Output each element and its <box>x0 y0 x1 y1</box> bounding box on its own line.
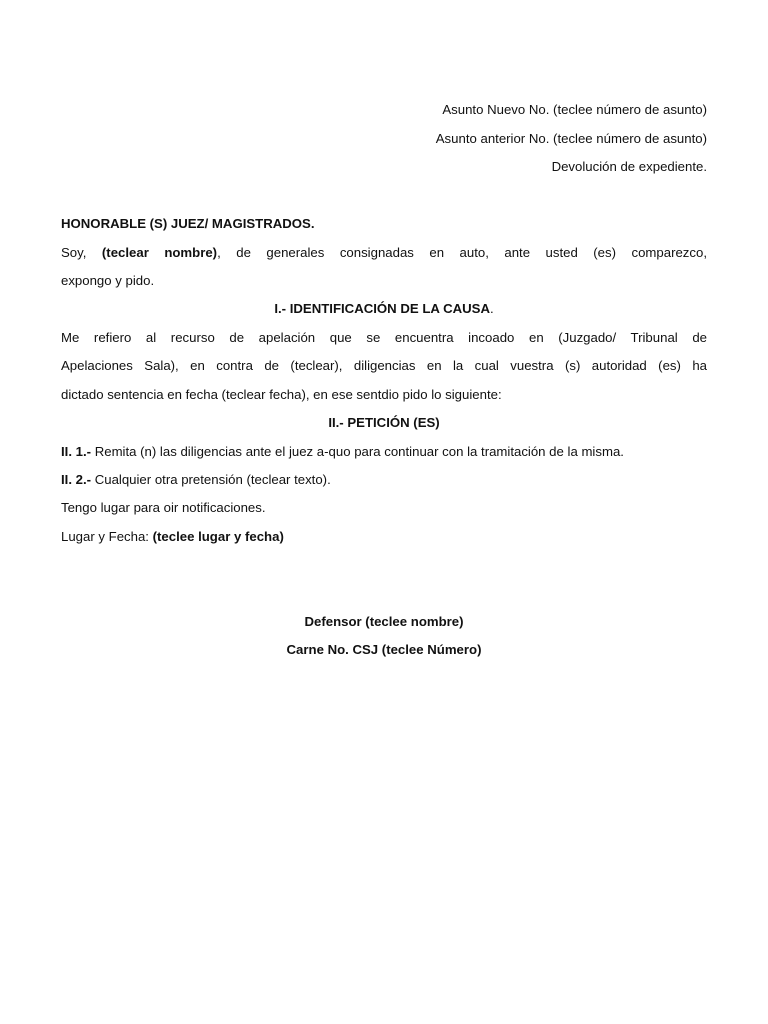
intro-line-2: expongo y pido. <box>61 273 155 288</box>
defensor-name: Defensor (teclee nombre) <box>304 614 464 629</box>
intro-name: (teclear nombre) <box>101 245 218 260</box>
petition1-text: Remita (n) las diligencias ante el juez a-quo para continuar con la tramitación de la misma. <box>91 444 624 459</box>
petition-1 <box>61 444 707 459</box>
section1-dot: . <box>489 301 494 316</box>
para1-line-1: Me refiero al recurso de apelación que se encuentra incoado en (Juzgado/ Tribunal de <box>61 330 707 345</box>
para1-line-2: Apelaciones Sala), en contra de (teclear), diligencias en la cual vuestra (s) autoridad (es) ha <box>61 358 707 373</box>
notification-line: Tengo lugar para oir notificaciones. <box>61 500 266 515</box>
carne-number: Carne No. CSJ (teclee Número) <box>286 642 482 657</box>
intro-prefix: Soy, <box>61 245 102 260</box>
section2-title: II.- PETICIÓN (ES) <box>328 415 440 430</box>
section1-title: I.- IDENTIFICACIÓN DE LA CAUSA <box>274 301 490 316</box>
petition2-text: Cualquier otra pretensión (teclear texto). <box>91 472 331 487</box>
lugar-fecha-line <box>61 529 707 544</box>
lugar-value: (teclee lugar y fecha) <box>152 529 284 544</box>
intro-suffix: , de generales consignadas en auto, ante usted (es) comparezco, <box>217 245 707 260</box>
devolucion-line: Devolución de expediente. <box>551 159 707 174</box>
lugar-label: Lugar y Fecha: <box>61 529 153 544</box>
para1-line-3: dictado sentencia en fecha (teclear fecha), en ese sentdio pido lo siguiente: <box>61 387 502 402</box>
salutation: HONORABLE (S) JUEZ/ MAGISTRADOS. <box>61 216 315 231</box>
asunto-anterior-line: Asunto anterior No. (teclee número de asunto) <box>435 131 707 146</box>
intro-line-1 <box>61 245 707 260</box>
petition2-label: II. 2.- <box>61 472 92 487</box>
petition1-label: II. 1.- <box>61 444 92 459</box>
petition-2 <box>61 472 707 487</box>
section1-heading <box>61 301 707 316</box>
asunto-nuevo-line: Asunto Nuevo No. (teclee número de asunto) <box>442 102 707 117</box>
